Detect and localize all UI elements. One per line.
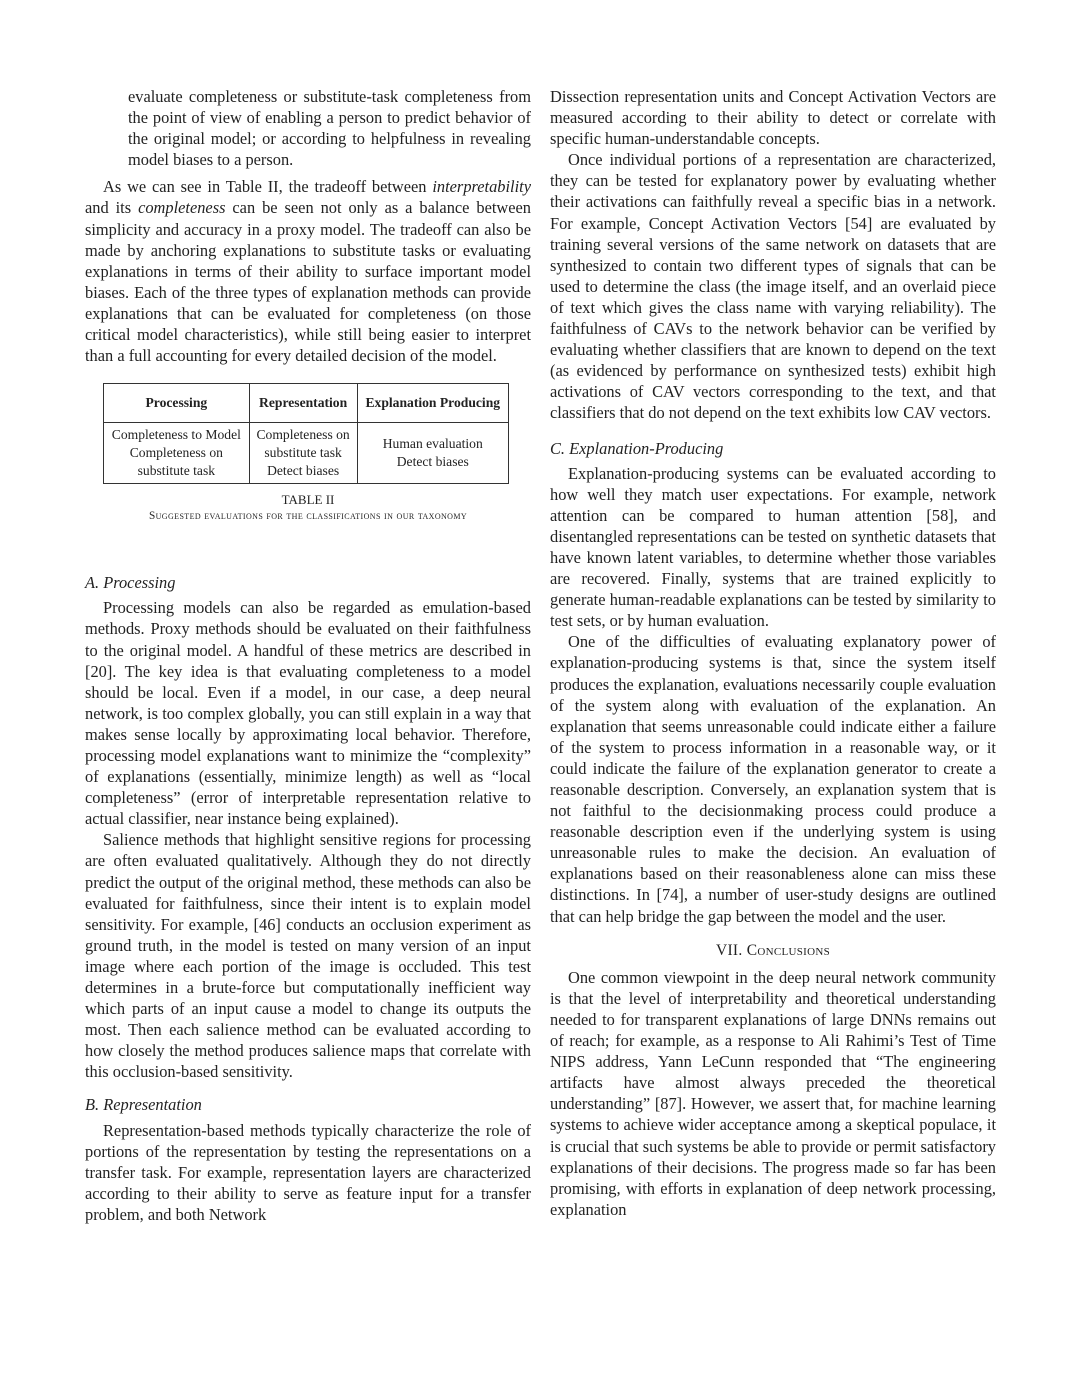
tradeoff-paragraph [85, 176, 531, 366]
table-row [104, 423, 509, 484]
table-header-explanation-producing: Explanation Producing [357, 384, 508, 423]
table-cell-processing [104, 423, 250, 484]
section-number: VII. [715, 941, 743, 959]
table-cell-line: substitute task [137, 463, 216, 479]
heading-processing: A. Processing [85, 573, 176, 593]
table-cell-line: Detect biases [267, 463, 340, 479]
evaluation-table [103, 383, 509, 484]
table-header-processing: Processing [104, 384, 250, 423]
table-caption-label: TABLE II [281, 492, 335, 508]
explanation-paragraph-1: Explanation-producing systems can be evaluated according to how well they match user expectations. For example, network attention can be compared to human attention [58], and disentangled representations can be tested on synthetic datasets that have known latent variables, to determine whether those variables are recovered. Finally, systems that are trained explicitly to generate human-readable explanations can be tested by similarity to test sets, or by human evaluation. [550, 463, 996, 631]
tradeoff-text-pre: As we can see in Table II, the tradeoff between [103, 177, 433, 197]
heading-explanation-producing: C. Explanation-Producing [550, 438, 724, 458]
conclusions-paragraph-1: One common viewpoint in the deep neural network community is that the level of interpretability and theoretical understanding needed to for transparent explanations of large DNNs remains out of reach; for example, as a response to Ali Rahimi’s Test of Time NIPS address, Yann LeCunn responded that “The engineering artifacts have almost always preceded the theoretical understanding” [87]. However, we assert that, for machine learning systems to achieve wider acceptance among a skeptical populace, it is crucial that such systems be able to provide or permit satisfactory explanations of their decisions. The progress made so far has been promising, with efforts in explanation of deep network processing, explanation [550, 967, 996, 1219]
table-cell-line: Completeness on [256, 427, 350, 443]
intro-block: evaluate completeness or substitute-task completeness from the point of view of enabling a person to predict behavior of the original model; or according to helpfulness in revealing model biases to a person. [128, 87, 531, 170]
table-header-row [104, 384, 509, 423]
section-heading-conclusions [550, 940, 996, 961]
tradeoff-em-completeness: completeness [138, 198, 226, 218]
table-cell-line: Completeness on [129, 445, 223, 461]
representation-continued: Dissection representation units and Concept Activation Vectors are measured according to their ability to detect or correlate with specific human-understandable concepts. [550, 87, 996, 149]
tradeoff-em-interpretability: interpretability [432, 177, 531, 197]
left-column [85, 86, 531, 1225]
tradeoff-text-post: can be seen not only as a balance between simplicity and accuracy in a proxy model. The tradeoff can also be made by anchoring explanations to substitute tasks or evaluating explanations in terms of their ability to surface important model biases. Each of the three types of explanation methods can provide explanations that can be evaluated for completeness (on those critical model characteristics), while still being easier to interpret than a full accounting for every detailed decision of the model. [85, 198, 531, 366]
heading-representation: B. Representation [85, 1095, 202, 1115]
representation-paragraph-2: Once individual portions of a representation are characterized, they can be tested for explanatory power by evaluating whether their activations can faithfully reveal a specific bias in a network. For example, Concept Activation Vectors [54] are evaluated by training several versions of the same network on datasets that are synthesized to contain two different types of signals that can be used to determine the class (the image itself, and an overlaid piece of text which gives the class name with varying reliability). The faithfulness of CAVs to the network behavior can be verified by evaluating whether classifiers that are known to depend on the text (as evidenced by performance on synthesized tests) exhibit high activations of CAV vectors corresponding to the text, and that classifiers that do not depend on the text exhibits low CAV vectors. [550, 150, 996, 423]
table-caption-text: Suggested evaluations for the classifications in our taxonomy [148, 510, 468, 523]
table-header-representation: Representation [249, 384, 357, 423]
table-cell-line: substitute task [264, 445, 342, 461]
table-cell-line: Completeness to Model [111, 427, 241, 443]
table-caption [85, 492, 531, 524]
table-cell-line: Human evaluation [382, 436, 483, 452]
processing-paragraph-1: Processing models can also be regarded as emulation-based methods. Proxy methods should be evaluated on their faithfulness to the original model. A handful of these metrics are described in [20]. The key idea is that evaluating completeness to a model should be local. Even if a model, in our case, a deep neural network, is too complex globally, you can still explain in a way that makes sense locally by approximating local behavior. Therefore, processing model explanations want to minimize the “complexity” of explanations (essentially, minimize length) as well as “local completeness” (error of interpretable representation relative to actual classifier, near instance being explained). [85, 598, 531, 829]
representation-paragraph-1: Representation-based methods typically characterize the role of portions of the representation by testing the representations on a transfer task. For example, representation layers are characterized according to their ability to serve as feature input for a transfer problem, and both Network [85, 1120, 531, 1224]
right-column [550, 86, 996, 1220]
tradeoff-text-mid: and its [85, 198, 139, 218]
section-title: Conclusions [746, 941, 831, 959]
processing-paragraph-2: Salience methods that highlight sensitive regions for processing are often evaluated qualitatively. Although they do not directly predict the output of the original method, these methods can also be evaluated for faithfulness, since their intent is to explain model sensitivity. For example, [46] conducts an occlusion experiment as ground truth, in the model is tested on many version of an input image where each portion of the image is occluded. This test determines in a brute-force but computationally inefficient way which parts of an input cause a model to change its outputs the most. Then each salience method can be evaluated according to how closely the method produces salience maps that correlate with this occlusion-based sensitivity. [85, 830, 531, 1082]
table-cell-explanation [357, 423, 508, 484]
table-cell-representation [249, 423, 357, 484]
explanation-paragraph-2: One of the difficulties of evaluating explanatory power of explanation-producing systems is that, since the system itself produces the explanation, evaluations necessarily couple evaluation of the system along with evaluation of the explanation. An explanation that seems unreasonable could indicate either a failure of the system to process information in a reasonable way, or it could indicate the failure of the explanation generator to create a reasonable description. Conversely, an explanation system that is not faithful to the decisionmaking process could produce a reasonable description even if the underlying system is using unreasonable rules to make the decision. An evaluation of explanations based on their reasonableness alone can miss these distinctions. In [74], a number of user-study designs are outlined that can help bridge the gap between the model and the user. [550, 632, 996, 926]
table-cell-line: Detect biases [396, 454, 469, 470]
